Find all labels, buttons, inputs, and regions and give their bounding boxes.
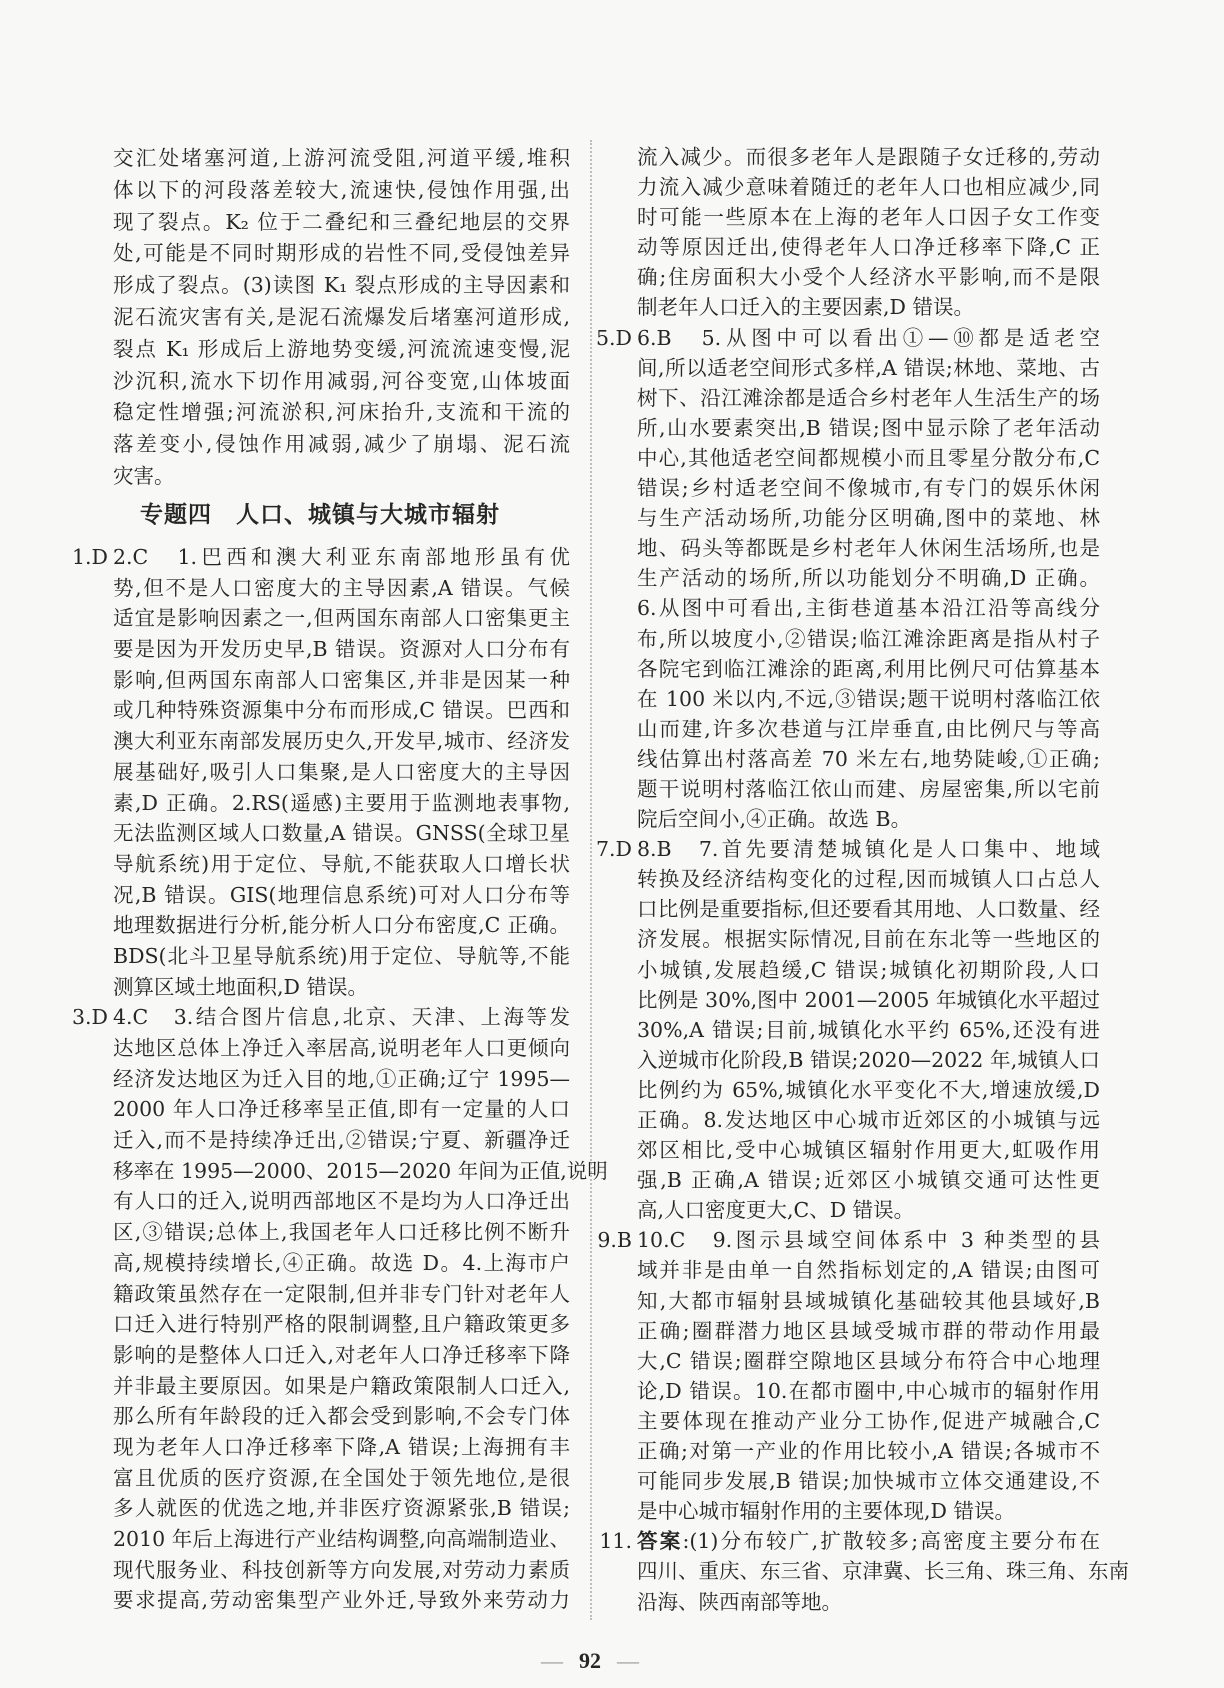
answer-text: 线估算出村落高差 70 米左右,地势陡峻,①正确; <box>637 746 1100 771</box>
answer-text: 2000 年人口净迁移率呈正值,即有一定量的人口 <box>113 1097 570 1122</box>
text-line <box>637 744 1100 774</box>
text-line <box>637 443 1100 473</box>
answer-text: 区,③错误;总体上,我国老年人口迁移比例不断升 <box>113 1220 570 1245</box>
question-number: 9.B <box>597 1228 632 1253</box>
text-line <box>113 603 570 634</box>
answer-text: 经济发达地区为迁入目的地,①正确;辽宁 1995— <box>113 1066 570 1091</box>
answer-text: :(1)分布较广,扩散较多;高密度主要分布在 <box>682 1529 1100 1554</box>
answer-text: 正确;圈群潜力地区县域受城市群的带动作用最 <box>637 1318 1100 1343</box>
right-column-answers <box>596 142 1129 1617</box>
answer-text: 要是因为开发历史早,B 错误。资源对人口分布有 <box>113 637 570 662</box>
answer-text: BDS(北斗卫星导航系统)用于定位、导航等,不能 <box>113 943 570 968</box>
text-line <box>637 1165 1100 1195</box>
text-line <box>637 1316 1100 1346</box>
text-line <box>113 1371 570 1402</box>
answer-text: 现为老年人口净迁移率下降,A 错误;上海拥有丰 <box>113 1434 570 1459</box>
text-line <box>113 1401 570 1432</box>
answer-text: 或几种特殊资源集中分布而形成,C 错误。巴西和 <box>113 698 570 723</box>
answer-text: 移率在 1995—2000、2015—2020 年间为正值,说明 <box>113 1158 608 1183</box>
text-line <box>113 1217 570 1248</box>
text-line <box>637 864 1100 894</box>
left-column-continuation <box>113 143 570 493</box>
answer-text: 多人就医的优选之地,并非医疗资源紧张,B 错误; <box>113 1496 570 1521</box>
text-line <box>113 665 570 696</box>
text-line <box>72 542 570 573</box>
text-line <box>113 1279 570 1310</box>
answer-text: 山而建,许多次巷道与江岸垂直,由比例尺与等高 <box>637 716 1100 741</box>
answer-text: 影响,但两国东南部人口密集区,并非是因某一种 <box>113 667 570 692</box>
answer-text: 比例约为 65%,城镇化水平变化不大,增速放缓,D <box>637 1077 1100 1102</box>
answer-text: 可能同步发展,B 错误;加快城市立体交通建设,不 <box>637 1469 1100 1494</box>
text-line: 落差变小,侵蚀作用减弱,减少了崩塌、泥石流 <box>113 432 570 457</box>
footer-dash-left: — <box>541 1648 563 1673</box>
answer-text: 域并非是由单一自然指标划定的,A 错误;由图可 <box>637 1258 1100 1283</box>
answer-text: 无法监测区域人口数量,A 错误。GNSS(全球卫星 <box>113 821 570 846</box>
text-line <box>113 849 570 880</box>
answer-text: 地理数据进行分析,能分析人口分布密度,C 正确。 <box>113 913 570 938</box>
text-line <box>637 503 1100 533</box>
text-line <box>637 1556 1129 1586</box>
text-line <box>637 714 1100 744</box>
answer-text: 要求提高,劳动密集型产业外迁,导致外来劳动力 <box>113 1588 570 1613</box>
answer-text: 导航系统)用于定位、导航,不能获取人口增长状 <box>113 851 570 876</box>
text-line <box>113 788 570 819</box>
text-line <box>637 533 1100 563</box>
answer-text: 主要体现在推动产业分工协作,促进产城融合,C <box>637 1408 1100 1433</box>
answer-text: 动等原因迁出,使得老年人口净迁移率下降,C 正 <box>637 235 1100 260</box>
question-number: 1.D <box>72 545 108 569</box>
text-line <box>596 323 1100 353</box>
text-line <box>637 624 1100 654</box>
answer-text: 确;住房面积大小受个人经济水平影响,而不是限 <box>637 265 1100 290</box>
text-line <box>637 1075 1100 1105</box>
text-line <box>637 202 1100 232</box>
answer-text: 2.C 1.巴西和澳大利亚东南部地形虽有优 <box>113 545 570 569</box>
question-number: 11. <box>599 1529 632 1554</box>
answer-label: 答案 <box>637 1529 683 1554</box>
text-line <box>113 1248 570 1279</box>
answer-text: 高,人口密度更大,C、D 错误。 <box>637 1198 915 1223</box>
answer-text: 8.B 7.首先要清楚城镇化是人口集中、地域 <box>637 837 1100 862</box>
text-line <box>637 1105 1100 1135</box>
answer-text: 正确。8.发达地区中心城市近郊区的小城镇与远 <box>637 1108 1100 1132</box>
text-line <box>637 924 1100 954</box>
answer-text: 2010 年后上海进行产业结构调整,向高端制造业、 <box>113 1527 570 1551</box>
answer-text: 势,但不是人口密度大的主导因素,A 错误。气候 <box>113 575 570 600</box>
answer-text: 强,B 正确,A 错误;近郊区小城镇交通可达性更 <box>637 1168 1100 1193</box>
answer-text: 生产活动的场所,所以功能划分不明确,D 正确。 <box>637 566 1100 591</box>
answer-text: 转换及经济结构变化的过程,因而城镇人口占总人 <box>637 867 1100 892</box>
text-line: 处,可能是不同时期形成的岩性不同,受侵蚀差异 <box>113 241 570 266</box>
text-line <box>637 1436 1100 1466</box>
answer-item <box>596 834 1100 1225</box>
text-line <box>596 834 1100 864</box>
answer-text: 时可能一些原本在上海的老年人口因子女工作变 <box>637 205 1100 230</box>
answer-text: 济发展。根据实际情况,目前在东北等一些地区的 <box>637 927 1100 952</box>
text-line <box>599 1526 1100 1556</box>
answer-text: 院后空间小,④正确。故选 B。 <box>637 807 912 832</box>
text-line <box>637 774 1100 804</box>
answer-text: 澳大利亚东南部发展历史久,开发早,城市、经济发 <box>113 729 570 754</box>
answer-text: 大,C 错误;圈群空隙地区县域分布符合中心地理 <box>637 1348 1100 1373</box>
text-line <box>113 1186 570 1217</box>
answer-text: 4.C 3.结合图片信息,北京、天津、上海等发 <box>113 1005 570 1030</box>
answer-text: 口迁入进行特别严格的限制调整,且户籍政策更多 <box>113 1312 570 1337</box>
answer-item <box>599 1526 1129 1616</box>
answer-text: 各院宅到临江滩涂的距离,利用比例尺可估算基本 <box>637 656 1100 681</box>
text-line <box>637 292 1100 322</box>
text-line <box>637 1135 1100 1165</box>
answer-text: 适宜是影响因素之一,但两国东南部人口密集更主 <box>113 606 570 631</box>
text-line <box>637 413 1100 443</box>
answer-text: 展基础好,吸引人口集聚,是人口密度大的主导因 <box>113 759 570 784</box>
column-divider <box>590 140 592 1620</box>
text-line <box>113 1585 570 1616</box>
text-line <box>113 726 570 757</box>
text-line <box>113 1340 570 1371</box>
text-line <box>637 563 1100 593</box>
text-line <box>637 1286 1100 1316</box>
text-line <box>637 383 1100 413</box>
text-line <box>637 1376 1100 1406</box>
answer-text: 口比例是重要指标,但还要看其用地、人口数量、经 <box>637 897 1100 922</box>
text-line <box>72 1002 570 1033</box>
answer-text: 力流入减少意味着随迁的老年人口也相应减少,同 <box>637 175 1100 200</box>
answer-text: 是中心城市辐射作用的主要体现,D 错误。 <box>637 1499 1015 1524</box>
text-line <box>113 1033 570 1064</box>
answer-text: 错误;乡村适老空间不像城市,有专门的娱乐休闲 <box>637 476 1100 501</box>
answer-text: 树下、沿江滩涂都是适合乡村老年人生活生产的场 <box>637 385 1100 410</box>
answer-text: 况,B 错误。GIS(地理信息系统)可对人口分布等 <box>113 882 570 907</box>
left-column-answers <box>72 542 608 1616</box>
answer-text: 素,D 正确。2.RS(遥感)主要用于监测地表事物, <box>113 790 570 815</box>
answer-item <box>596 323 1100 835</box>
text-line <box>113 634 570 665</box>
answer-text: 小城镇,发展趋缓,C 错误;城镇化初期阶段,人口 <box>637 957 1100 982</box>
text-line <box>637 353 1100 383</box>
answer-text: 比例是 30%,图中 2001—2005 年城镇化水平超过 <box>637 987 1100 1012</box>
text-line <box>113 1125 570 1156</box>
answer-text: 地、码头等都既是乡村老年人休闲生活场所,也是 <box>637 536 1100 561</box>
answer-text: 那么所有年龄段的迁入都会受到影响,不会专门体 <box>113 1404 570 1429</box>
text-line <box>597 1225 1100 1255</box>
answer-text: 四川、重庆、东三省、京津冀、长三角、珠三角、东南 <box>637 1559 1129 1584</box>
text-line <box>113 1432 570 1463</box>
text-line <box>637 684 1100 714</box>
footer-dash-right: — <box>617 1648 639 1673</box>
text-line <box>113 1156 608 1187</box>
text-line: 裂点 K₁ 形成后上游地势变缓,河流流速变慢,泥 <box>113 336 570 361</box>
text-line <box>637 262 1100 292</box>
answer-text: 有人口的迁入,说明西部地区不是均为人口净迁出 <box>113 1189 570 1214</box>
answer-item <box>597 1225 1100 1526</box>
text-line: 沙沉积,流水下切作用减弱,河谷变宽,山体坡面 <box>113 368 570 393</box>
text-line <box>113 1524 570 1555</box>
text-line <box>113 972 570 1003</box>
text-line <box>637 1496 1100 1526</box>
answer-text: 布,所以坡度小,②错误;临江滩涂距离是指从村子 <box>637 626 1100 651</box>
answer-text: 论,D 错误。10.在都市圈中,中心城市的辐射作用 <box>637 1378 1100 1403</box>
text-line: 稳定性增强;河流淤积,河床抬升,支流和干流的 <box>113 400 570 425</box>
page-footer <box>0 1648 1180 1674</box>
text-line <box>637 473 1100 503</box>
answer-item <box>72 542 570 1002</box>
answer-text: 沿海、陕西南部等地。 <box>637 1589 842 1614</box>
answer-text: 达地区总体上净迁入率居高,说明老年人口更倾向 <box>113 1036 570 1060</box>
text-line <box>637 654 1100 684</box>
answer-text: 30%,A 错误;目前,城镇化水平约 65%,还没有进 <box>637 1017 1100 1042</box>
answer-text: 间,所以适老空间形式多样,A 错误;林地、菜地、古 <box>637 355 1100 380</box>
answer-item <box>72 1002 608 1616</box>
text-line <box>637 1587 1100 1617</box>
text-line <box>113 1064 570 1095</box>
answer-text: 6.B 5.从图中可以看出①—⑩都是适老空 <box>637 325 1100 350</box>
text-line <box>113 757 570 788</box>
text-line <box>113 910 570 941</box>
text-line <box>637 894 1100 924</box>
text-line <box>637 142 1100 172</box>
text-line <box>637 593 1100 623</box>
answer-text: 测算区域土地面积,D 错误。 <box>113 974 368 999</box>
answer-text: 所,山水要素突出,B 错误;图中显示除了老年活动 <box>637 415 1100 440</box>
text-line <box>637 1195 1100 1225</box>
question-number: 7.D <box>596 837 632 862</box>
text-line <box>637 1045 1100 1075</box>
text-line: 交汇处堵塞河道,上游河流受阻,河道平缓,堆积 <box>113 146 570 170</box>
answer-text: 在 100 米以内,不远,③错误;题干说明村落临江依 <box>637 686 1100 711</box>
answer-text: 富且优质的医疗资源,在全国处于领先地位,是很 <box>113 1465 570 1490</box>
text-line <box>637 955 1100 985</box>
text-line <box>113 695 570 726</box>
answer-text: 中心,其他适老空间都规模小而且零星分散分布,C <box>637 445 1100 470</box>
text-line: 形成了裂点。(3)读图 K₁ 裂点形成的主导因素和 <box>113 273 570 298</box>
page-number: 92 <box>579 1648 601 1673</box>
text-line <box>637 232 1100 262</box>
answer-text: 入逆城市化阶段,B 错误;2020—2022 年,城镇人口 <box>637 1047 1100 1072</box>
answer-text: 影响的是整体人口迁入,对老年人口净迁移率下降 <box>113 1342 570 1367</box>
text-line <box>113 573 570 604</box>
answer-text: 制老年人口迁入的主要因素,D 错误。 <box>637 295 974 320</box>
text-line <box>637 1406 1100 1436</box>
answer-text: 郊区相比,受中心城镇区辐射作用更大,虹吸作用 <box>637 1138 1100 1163</box>
answer-text: 10.C 9.图示县域空间体系中 3 种类型的县 <box>637 1228 1100 1253</box>
text-line <box>637 1255 1100 1285</box>
text-line <box>637 804 1100 834</box>
answer-text: 高,规模持续增长,④正确。故选 D。4.上海市户 <box>113 1250 570 1275</box>
text-line <box>637 1466 1100 1496</box>
answer-text: 现代服务业、科技创新等方向发展,对劳动力素质 <box>113 1557 570 1582</box>
answer-text: 迁入,而不是持续净迁出,②错误;宁夏、新疆净迁 <box>113 1128 570 1153</box>
text-line <box>637 1015 1100 1045</box>
text-line <box>113 1555 570 1586</box>
answer-text: 正确;对第一产业的作用比较小,A 错误;各城市不 <box>637 1439 1100 1464</box>
section-title: 专题四 人口、城镇与大城市辐射 <box>140 501 500 528</box>
text-line <box>113 1309 570 1340</box>
text-line <box>113 880 570 911</box>
answer-text: 并非最主要原因。如果是户籍政策限制人口迁入, <box>113 1373 570 1398</box>
answer-text: 流入减少。而很多老年人是跟随子女迁移的,劳动 <box>637 145 1100 169</box>
answer-text: 题干说明村落临江依山而建、房屋密集,所以宅前 <box>637 776 1100 801</box>
text-line <box>637 172 1100 202</box>
text-line <box>113 1493 570 1524</box>
answer-text: 6.从图中可看出,主街巷道基本沿江沿等高线分 <box>637 596 1100 621</box>
text-line <box>113 1463 570 1494</box>
answer-line-content <box>637 1529 1100 1553</box>
question-number: 3.D <box>72 1005 108 1030</box>
text-line <box>637 985 1100 1015</box>
text-line <box>113 818 570 849</box>
answer-text: 籍政策虽然存在一定限制,但并非专门针对老年人 <box>113 1281 570 1306</box>
text-line <box>113 1094 570 1125</box>
text-line <box>637 1346 1100 1376</box>
answer-text: 知,大都市辐射县域城镇化基础较其他县域好,B <box>637 1288 1100 1313</box>
text-line: 灾害。 <box>113 463 175 488</box>
answer-item <box>637 142 1100 323</box>
question-number: 5.D <box>596 325 632 350</box>
answer-text: 与生产活动场所,功能分区明确,图中的菜地、林 <box>637 506 1100 531</box>
text-line: 现了裂点。K₂ 位于二叠纪和三叠纪地层的交界 <box>113 209 570 234</box>
text-line: 泥石流灾害有关,是泥石流爆发后堵塞河道形成, <box>113 304 570 329</box>
text-line <box>113 941 570 972</box>
text-line: 体以下的河段落差较大,流速快,侵蚀作用强,出 <box>113 177 570 202</box>
